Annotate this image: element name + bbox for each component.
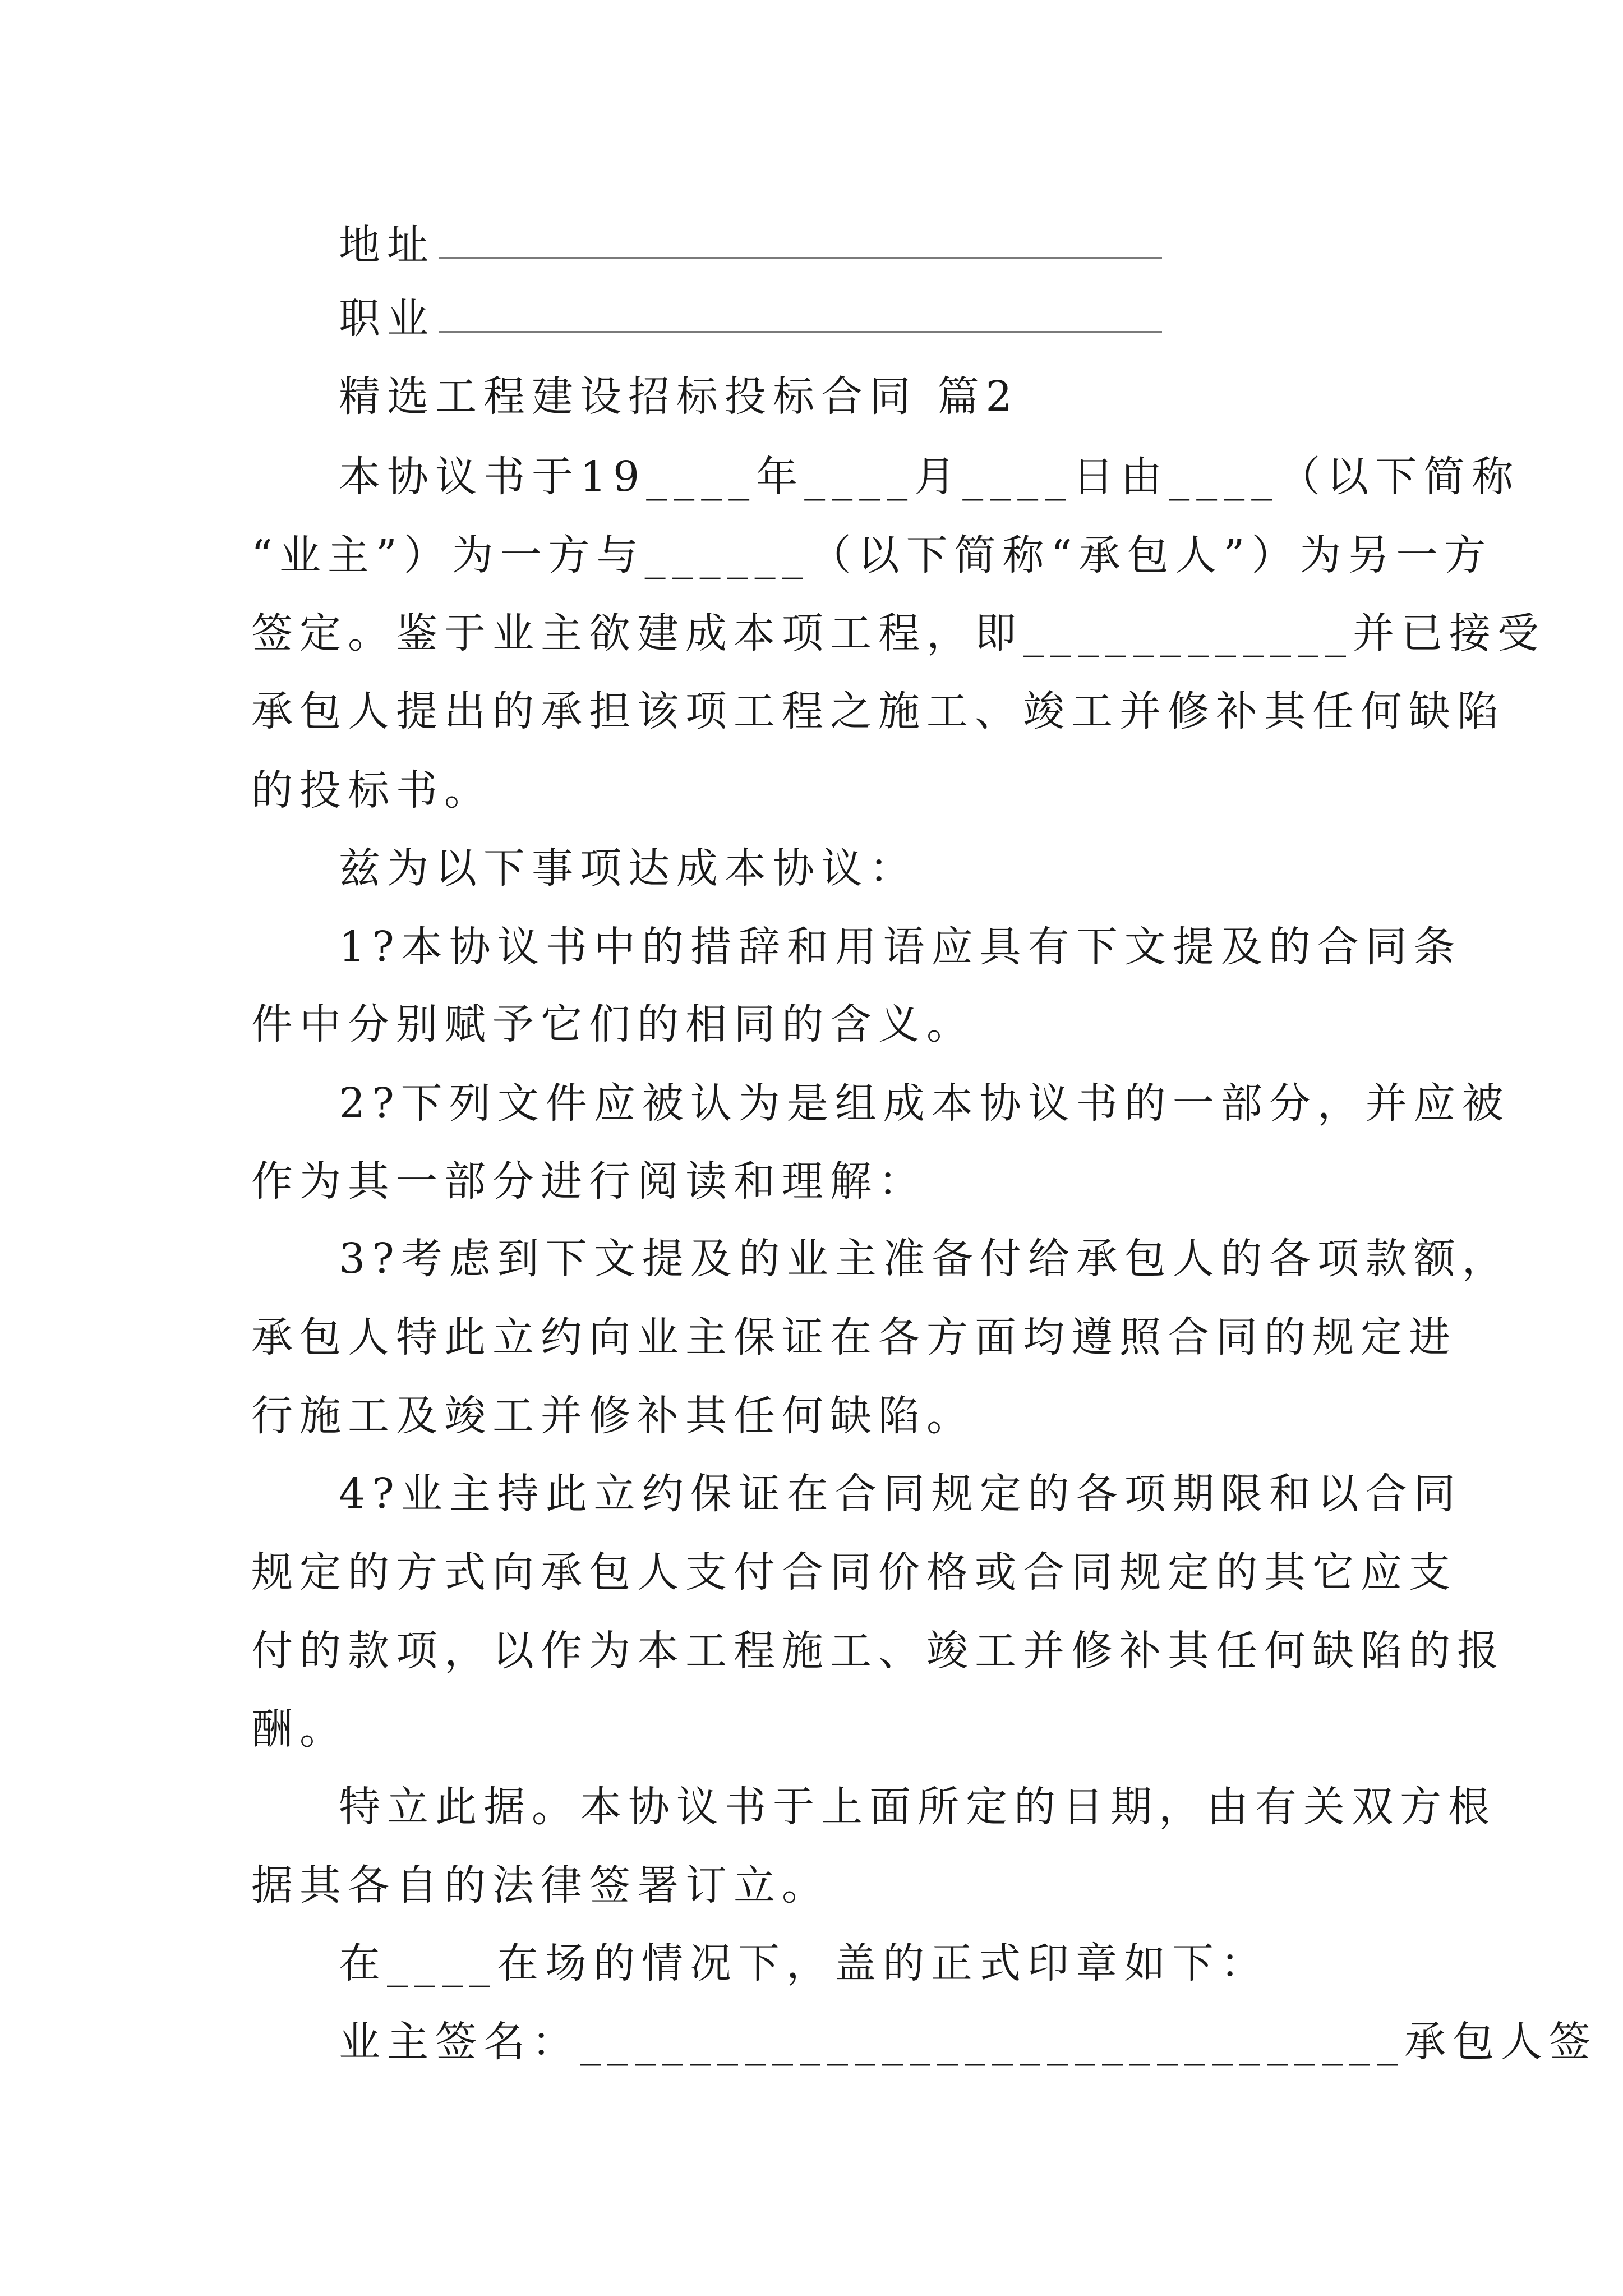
occupation-label: 职业 <box>339 295 435 343</box>
paragraph-line: 规定的方式向承包人支付合同价格或合同规定的其它应支 <box>251 1548 1457 1596</box>
occupation-line <box>339 288 1395 349</box>
paragraph-line: 本协议书于19____年____月____日由____（以下简称 <box>339 453 1520 501</box>
paragraph-line: “业主”）为一方与______（以下简称“承包人”）为另一方 <box>251 531 1493 579</box>
paragraph-line: 3?考虑到下文提及的业主准备付给承包人的各项款额， <box>339 1235 1510 1283</box>
paragraph-line: 付的款项，以作为本工程施工、竣工并修补其任何缺陷的报 <box>251 1627 1505 1675</box>
paragraph-line: 在____在场的情况下，盖的正式印章如下： <box>339 1939 1269 1987</box>
section-title: 精选工程建设招标投标合同 篇2 <box>339 372 1019 421</box>
paragraph-line: 特立此据。本协议书于上面所定的日期，由有关双方根 <box>339 1783 1496 1831</box>
paragraph-line: 作为其一部分进行阅读和理解： <box>251 1157 926 1205</box>
paragraph-line: 1?本协议书中的措辞和用语应具有下文提及的合同条 <box>339 923 1462 971</box>
paragraph-line: 承包人提出的承担该项工程之施工、竣工并修补其任何缺陷 <box>251 687 1505 735</box>
paragraph-line: 件中分别赋予它们的相同的含义。 <box>251 1000 975 1048</box>
address-line <box>339 214 1395 276</box>
paragraph-line: 兹为以下事项达成本协议： <box>339 844 917 892</box>
signature-line: 业主签名：______________________________承包人签 <box>339 2018 1597 2066</box>
paragraph-line: 行施工及竣工并修补其任何缺陷。 <box>251 1392 975 1440</box>
paragraph-line: 4?业主持此立约保证在合同规定的各项期限和以合同 <box>339 1470 1462 1518</box>
paragraph-line: 的投标书。 <box>251 766 492 815</box>
paragraph-line: 2?下列文件应被认为是组成本协议书的一部分，并应被 <box>339 1079 1510 1128</box>
address-label: 地址 <box>339 221 435 269</box>
occupation-blank <box>439 297 1162 333</box>
paragraph-line: 据其各自的法律签署订立。 <box>251 1861 830 1910</box>
paragraph-line: 签定。鉴于业主欲建成本项工程，即____________并已接受 <box>251 609 1546 657</box>
paragraph-line: 承包人特此立约向业主保证在各方面均遵照合同的规定进 <box>251 1313 1457 1361</box>
address-blank <box>439 224 1162 259</box>
paragraph-line: 酬。 <box>251 1705 348 1754</box>
